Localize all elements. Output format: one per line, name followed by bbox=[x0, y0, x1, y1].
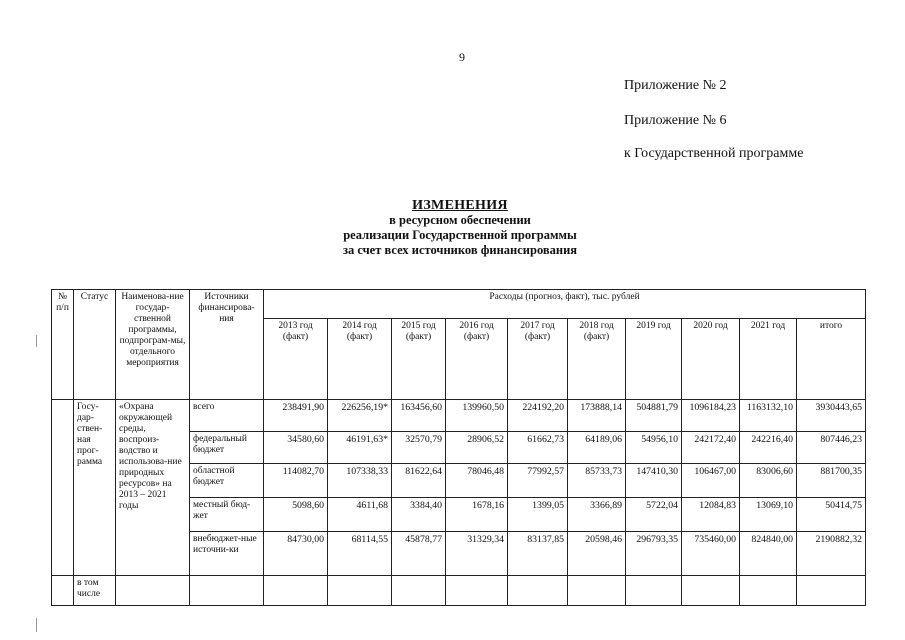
year-header: 2020 год bbox=[682, 319, 740, 400]
value-cell-total: 3930443,65 bbox=[797, 400, 866, 432]
source-cell: внебюджет-ные источни-ки bbox=[190, 532, 264, 576]
value-cell: 242172,40 bbox=[682, 432, 740, 464]
header-name: Наименова-ние государ-ственной программы, подпрограм-мы, отдельного мероприятия bbox=[116, 290, 190, 400]
value-cell: 20598,46 bbox=[568, 532, 626, 576]
title-line-2: реализации Государственной программы bbox=[343, 228, 577, 242]
value-cell: 106467,00 bbox=[682, 464, 740, 498]
value-cell: 61662,73 bbox=[508, 432, 568, 464]
value-cell: 34580,60 bbox=[264, 432, 328, 464]
source-cell: местный бюд-жет bbox=[190, 498, 264, 532]
year-header-total: итого bbox=[797, 319, 866, 400]
value-cell: 226256,19* bbox=[328, 400, 392, 432]
source-cell: федеральный бюджет bbox=[190, 432, 264, 464]
empty-cell bbox=[508, 576, 568, 606]
document-title bbox=[240, 198, 680, 258]
table-row bbox=[52, 576, 866, 606]
value-cell: 224192,20 bbox=[508, 400, 568, 432]
value-cell: 139960,50 bbox=[446, 400, 508, 432]
header-expenses: Расходы (прогноз, факт), тыс. рублей bbox=[264, 290, 866, 319]
value-cell: 5098,60 bbox=[264, 498, 328, 532]
value-cell: 46191,63* bbox=[328, 432, 392, 464]
value-cell: 296793,35 bbox=[626, 532, 682, 576]
value-cell: 84730,00 bbox=[264, 532, 328, 576]
empty-cell bbox=[740, 576, 797, 606]
value-cell: 824840,00 bbox=[740, 532, 797, 576]
scan-mark bbox=[36, 618, 37, 632]
empty-cell bbox=[328, 576, 392, 606]
empty-cell bbox=[392, 576, 446, 606]
value-cell-total: 2190882,32 bbox=[797, 532, 866, 576]
value-cell: 12084,83 bbox=[682, 498, 740, 532]
value-cell: 13069,10 bbox=[740, 498, 797, 532]
value-cell: 1399,05 bbox=[508, 498, 568, 532]
year-header: 2018 год (факт) bbox=[568, 319, 626, 400]
value-cell: 1096184,23 bbox=[682, 400, 740, 432]
value-cell: 5722,04 bbox=[626, 498, 682, 532]
empty-cell bbox=[264, 576, 328, 606]
header-num: № п/п bbox=[52, 290, 74, 400]
year-header: 2014 год (факт) bbox=[328, 319, 392, 400]
value-cell: 3384,40 bbox=[392, 498, 446, 532]
source-cell: всего bbox=[190, 400, 264, 432]
title-main: ИЗМЕНЕНИЯ bbox=[412, 198, 508, 213]
title-line-1: в ресурсном обеспечении bbox=[389, 213, 531, 227]
value-cell: 735460,00 bbox=[682, 532, 740, 576]
header-status: Статус bbox=[74, 290, 116, 400]
empty-cell bbox=[682, 576, 740, 606]
value-cell-total: 50414,75 bbox=[797, 498, 866, 532]
value-cell: 45878,77 bbox=[392, 532, 446, 576]
empty-cell bbox=[446, 576, 508, 606]
status-cell: Госу-дар-ствен-ная прог-рамма bbox=[74, 400, 116, 576]
value-cell: 163456,60 bbox=[392, 400, 446, 432]
program-name-cell: «Охрана окружающей среды, воспроиз-водство и использова-ние природных ресурсов» на 2013 – 2021 годы bbox=[116, 400, 190, 576]
row-num-cell bbox=[52, 576, 74, 606]
page-number: 9 bbox=[459, 50, 465, 64]
value-cell: 4611,68 bbox=[328, 498, 392, 532]
title-line-3: за счет всех источников финансирования bbox=[342, 243, 578, 257]
year-header: 2021 год bbox=[740, 319, 797, 400]
value-cell: 83006,60 bbox=[740, 464, 797, 498]
value-cell: 77992,57 bbox=[508, 464, 568, 498]
value-cell: 83137,85 bbox=[508, 532, 568, 576]
status-cell-subsection: в том числе bbox=[74, 576, 116, 606]
year-header: 2016 год (факт) bbox=[446, 319, 508, 400]
table-row bbox=[52, 400, 866, 432]
empty-cell bbox=[116, 576, 190, 606]
value-cell: 242216,40 bbox=[740, 432, 797, 464]
value-cell: 1163132,10 bbox=[740, 400, 797, 432]
value-cell: 81622,64 bbox=[392, 464, 446, 498]
header-row bbox=[52, 290, 866, 319]
value-cell: 78046,48 bbox=[446, 464, 508, 498]
header-sources: Источники финансирова-ния bbox=[190, 290, 264, 400]
value-cell: 28906,52 bbox=[446, 432, 508, 464]
value-cell: 147410,30 bbox=[626, 464, 682, 498]
appendix-line-3: к Государственной программе bbox=[624, 146, 804, 161]
value-cell: 173888,14 bbox=[568, 400, 626, 432]
budget-table bbox=[51, 289, 866, 606]
empty-cell bbox=[568, 576, 626, 606]
value-cell: 1678,16 bbox=[446, 498, 508, 532]
year-header: 2019 год bbox=[626, 319, 682, 400]
value-cell-total: 807446,23 bbox=[797, 432, 866, 464]
appendix-line-1: Приложение № 2 bbox=[624, 78, 727, 93]
value-cell: 68114,55 bbox=[328, 532, 392, 576]
value-cell: 85733,73 bbox=[568, 464, 626, 498]
value-cell-total: 881700,35 bbox=[797, 464, 866, 498]
value-cell: 238491,90 bbox=[264, 400, 328, 432]
value-cell: 32570,79 bbox=[392, 432, 446, 464]
value-cell: 3366,89 bbox=[568, 498, 626, 532]
value-cell: 54956,10 bbox=[626, 432, 682, 464]
value-cell: 504881,79 bbox=[626, 400, 682, 432]
row-num-cell bbox=[52, 400, 74, 576]
year-header: 2017 год (факт) bbox=[508, 319, 568, 400]
value-cell: 31329,34 bbox=[446, 532, 508, 576]
value-cell: 107338,33 bbox=[328, 464, 392, 498]
year-header: 2015 год (факт) bbox=[392, 319, 446, 400]
year-header: 2013 год (факт) bbox=[264, 319, 328, 400]
empty-cell bbox=[190, 576, 264, 606]
empty-cell bbox=[626, 576, 682, 606]
scan-mark bbox=[36, 335, 37, 347]
empty-cell bbox=[797, 576, 866, 606]
value-cell: 114082,70 bbox=[264, 464, 328, 498]
value-cell: 64189,06 bbox=[568, 432, 626, 464]
source-cell: областной бюджет bbox=[190, 464, 264, 498]
appendix-line-2: Приложение № 6 bbox=[624, 113, 727, 128]
